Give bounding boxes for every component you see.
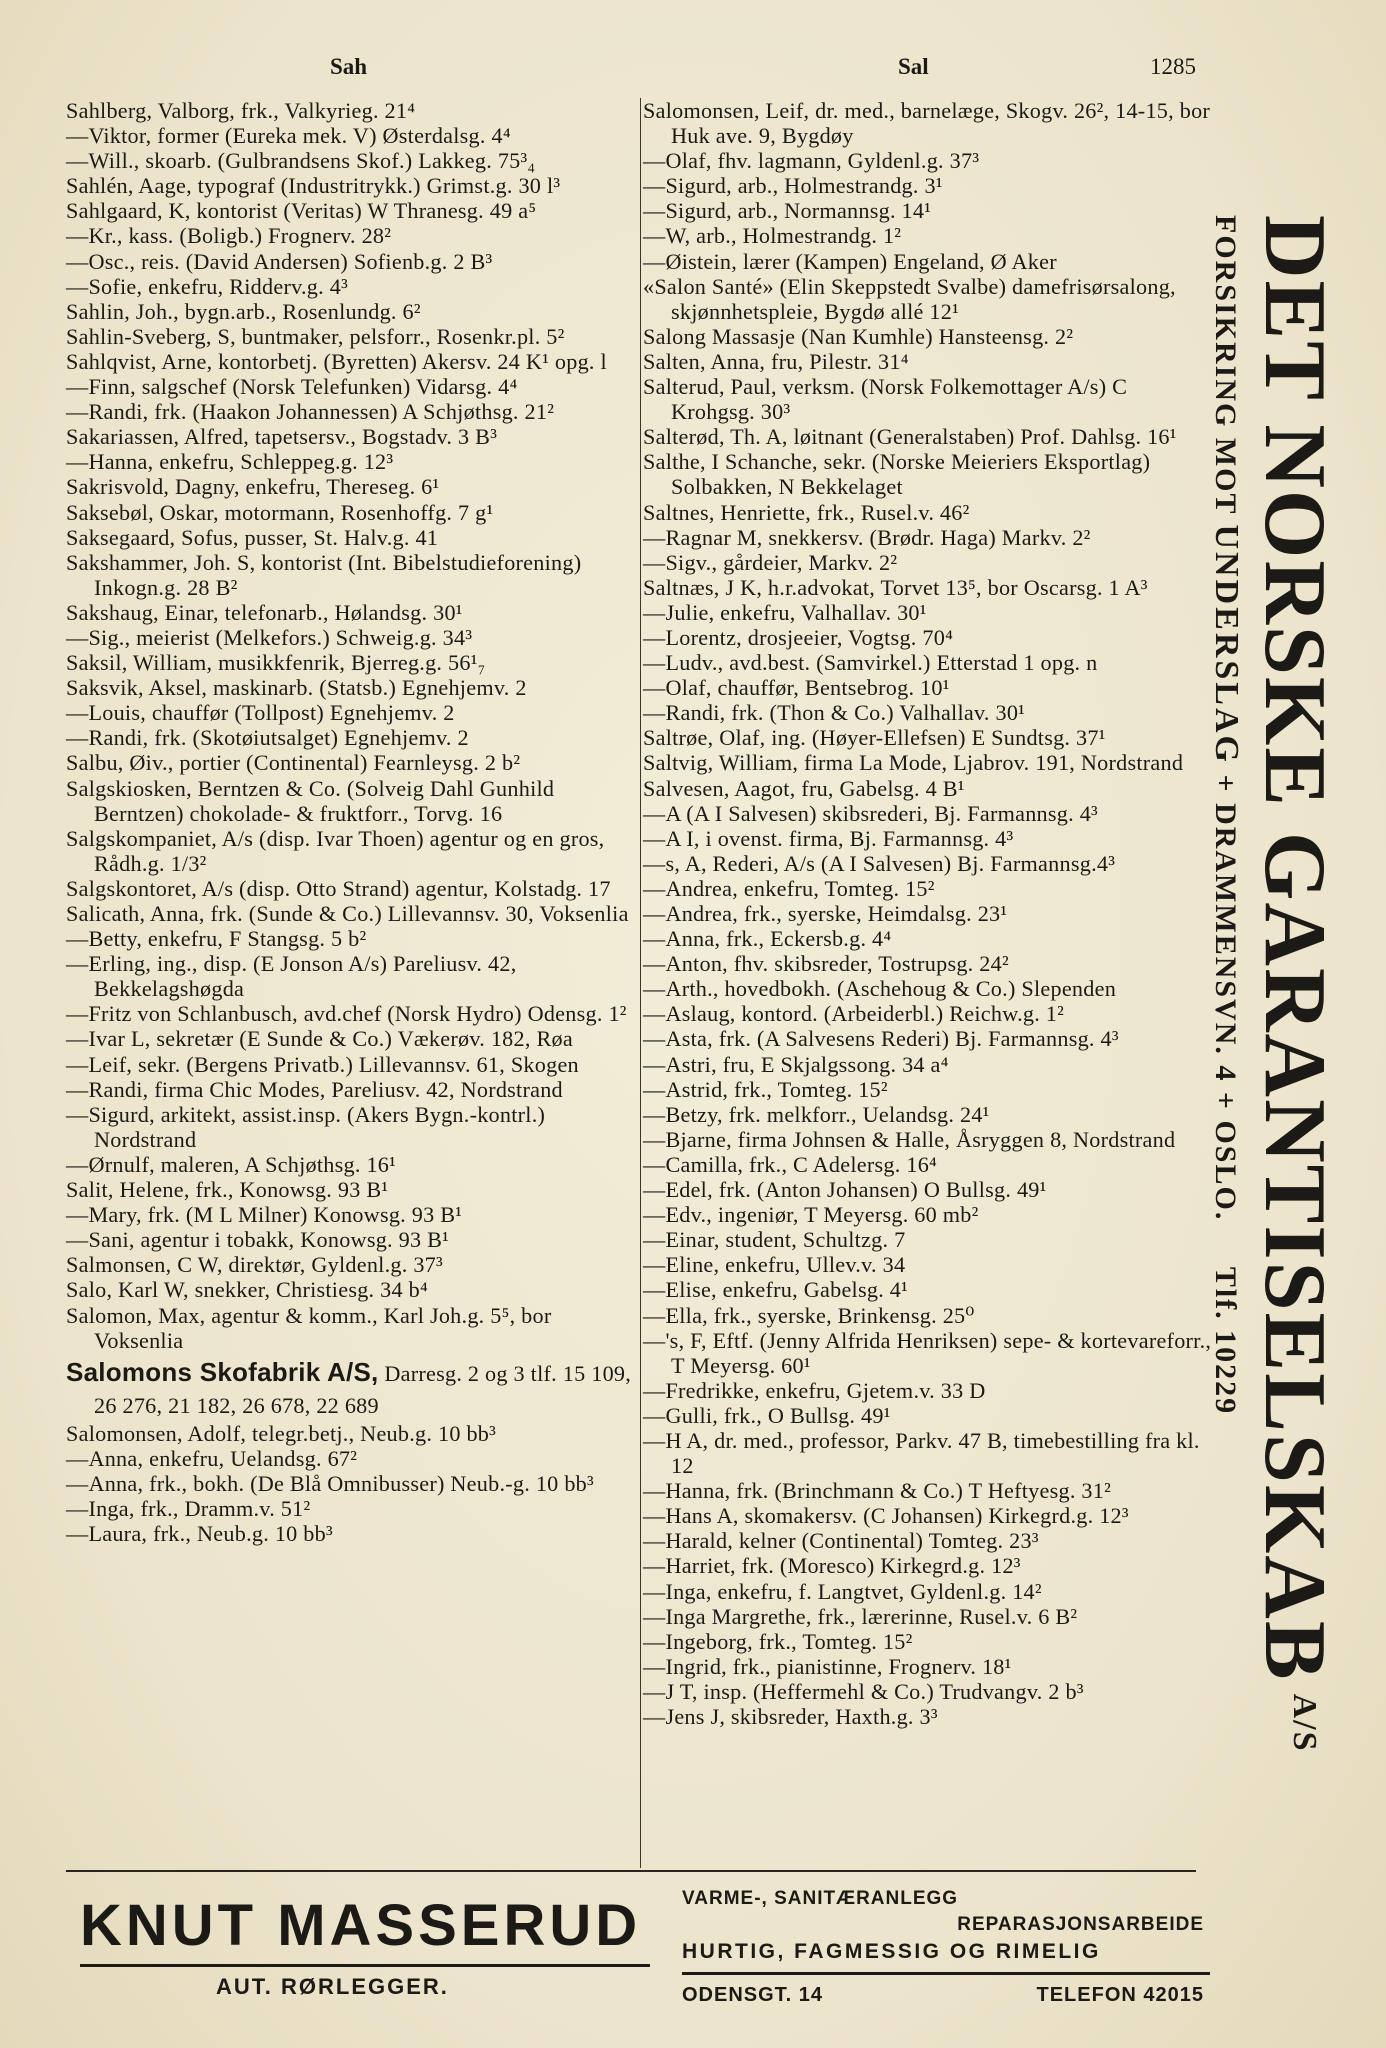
directory-entry: —Andrea, frk., syerske, Heimdalsg. 23¹ bbox=[643, 901, 1008, 926]
directory-entry: —Anton, fhv. skibsreder, Tostrupsg. 24² bbox=[643, 951, 1009, 977]
directory-entry: —Fritz von Schlanbusch, avd.chef (Norsk Hydro) Odensg. 1² bbox=[66, 1001, 627, 1027]
directory-entry: —Sigv., gårdeier, Markv. 2² bbox=[643, 549, 898, 575]
directory-entry: «Salon Santé» (Elin Skeppstedt Svalbe) damefrisørsalong, skjønnhetspleie, Bygdø allé 12¹ bbox=[643, 273, 1176, 324]
directory-entry: —Inga, frk., Dramm.v. 51² bbox=[66, 1495, 311, 1521]
directory-entry: Salomonsen, Adolf, telegr.betj., Neub.g. 10 bb³ bbox=[66, 1420, 497, 1446]
directory-entry: —Viktor, former (Eureka mek. V) Østerdalsg. 4⁴ bbox=[66, 123, 511, 149]
directory-entry: —Harriet, frk. (Moresco) Kirkegrd.g. 12³ bbox=[643, 1553, 1021, 1579]
directory-entry: —Inga, enkefru, f. Langtvet, Gyldenl.g. 14² bbox=[643, 1578, 1042, 1604]
directory-entry: —Arth., hovedbokh. (Aschehoug & Co.) Slependen bbox=[643, 976, 1117, 1002]
directory-entry: —Sigurd, arkitekt, assist.insp. (Akers Bygn.-kontrl.) Nordstrand bbox=[66, 1101, 546, 1152]
directory-entry: —Ingeborg, frk., Tomteg. 15² bbox=[643, 1628, 913, 1654]
directory-entry: —Ella, frk., syerske, Brinkensg. 25⁰ bbox=[643, 1302, 975, 1328]
left-column bbox=[66, 98, 638, 1546]
directory-entry: Salten, Anna, fru, Pilestr. 31⁴ bbox=[643, 348, 909, 374]
footer-phone: TELEFON 42015 bbox=[1036, 1984, 1204, 2006]
directory-entry: —Randi, frk. (Haakon Johannessen) A Schjøthsg. 21² bbox=[66, 399, 555, 425]
directory-entry: —Bjarne, firma Johnsen & Halle, Åsryggen 8, Nordstrand bbox=[643, 1126, 1176, 1152]
directory-entry: —Randi, firma Chic Modes, Pareliusv. 42, Nordstrand bbox=[66, 1076, 563, 1102]
directory-entry: —Edv., ingeniør, T Meyersg. 60 mb² bbox=[643, 1202, 979, 1228]
directory-entry: —Andrea, enkefru, Tomteg. 15² bbox=[643, 875, 935, 901]
right-column bbox=[640, 98, 1213, 1868]
header-left-keyword: Sah bbox=[330, 54, 368, 79]
directory-entry: Salbu, Øiv., portier (Continental) Fearnleysg. 2 b² bbox=[66, 750, 521, 776]
directory-entry: —Astrid, frk., Tomteg. 15² bbox=[643, 1076, 888, 1102]
directory-entry: —W, arb., Holmestrandg. 1² bbox=[643, 223, 902, 249]
directory-entry: —Olaf, fhv. lagmann, Gyldenl.g. 37³ bbox=[643, 148, 980, 174]
left-entries bbox=[66, 98, 638, 1353]
directory-entry: —Finn, salgschef (Norsk Telefunken) Vidarsg. 4⁴ bbox=[66, 374, 518, 400]
footer-line-2: REPARASJONSARBEIDE bbox=[957, 1914, 1204, 1935]
directory-entry: Salomonsen, Leif, dr. med., barnelæge, Skogv. 26², 14-15, bor Huk ave. 9, Bygdøy bbox=[643, 98, 1211, 149]
footer-line-1: VARME-, SANITÆRANLEGG bbox=[682, 1888, 959, 1909]
page-number: 1285 bbox=[1150, 54, 1196, 79]
directory-entry: —Inga Margrethe, frk., lærerinne, Rusel.v. 6 B² bbox=[643, 1603, 1078, 1629]
directory-entry: —Betty, enkefru, F Stangsg. 5 b² bbox=[66, 926, 367, 952]
directory-entry: —Asta, frk. (A Salvesens Rederi) Bj. Farmannsg. 4³ bbox=[643, 1026, 1119, 1052]
directory-entry: —Anna, frk., Eckersb.g. 4⁴ bbox=[643, 926, 892, 952]
directory-entry: Sahlén, Aage, typograf (Industritrykk.) Grimst.g. 30 l³ bbox=[66, 173, 561, 199]
footer-line-3: HURTIG, FAGMESSIG OG RIMELIG bbox=[682, 1940, 1101, 1963]
directory-entry: —Sani, agentur i tobakk, Konowsg. 93 B¹ bbox=[66, 1227, 450, 1253]
directory-entry: Salong Massasje (Nan Kumhle) Hansteensg. 2² bbox=[643, 323, 1074, 349]
directory-entry: —Øistein, lærer (Kampen) Engeland, Ø Aker bbox=[643, 248, 1057, 274]
bold-entry-details: Darresg. 2 og 3 tlf. 15 109, 26 276, 21 182, 26 678, 22 689 bbox=[94, 1360, 632, 1418]
directory-entry: Salgskontoret, A/s (disp. Otto Strand) agentur, Kolstadg. 17 bbox=[66, 875, 611, 901]
directory-entry: —Camilla, frk., C Adelersg. 16⁴ bbox=[643, 1151, 938, 1177]
directory-entry: —Laura, frk., Neub.g. 10 bb³ bbox=[66, 1521, 333, 1547]
directory-entry: Salgskompaniet, A/s (disp. Ivar Thoen) agentur og en gros, Rådh.g. 1/3² bbox=[66, 825, 605, 876]
directory-entry: —Randi, frk. (Skotøiutsalget) Egnehjemv. 2 bbox=[66, 725, 469, 751]
directory-entry: —Olaf, chauffør, Bentsebrog. 10¹ bbox=[643, 675, 950, 701]
directory-entry: —Hanna, frk. (Brinchmann & Co.) T Heftyesg. 31² bbox=[643, 1478, 1112, 1504]
directory-entry: —Ivar L, sekretær (E Sunde & Co.) Vækerøv. 182, Røa bbox=[66, 1026, 573, 1052]
directory-entry: Salthe, I Schanche, sekr. (Norske Meieriers Eksportlag) Solbakken, N Bekkelaget bbox=[643, 449, 1151, 500]
ad-phone: Tlf. 10229 bbox=[1209, 1266, 1242, 1416]
directory-entry: Salomon, Max, agentur & komm., Karl Joh.g. 5⁵, bor Voksenlia bbox=[66, 1302, 552, 1353]
directory-entry: —Julie, enkefru, Valhallav. 30¹ bbox=[643, 599, 927, 625]
directory-entry: —Betzy, frk. melkforr., Uelandsg. 24¹ bbox=[643, 1101, 990, 1127]
directory-entry: —H A, dr. med., professor, Parkv. 47 B, timebestilling fra kl. 12 bbox=[643, 1427, 1200, 1479]
directory-entry: —Osc., reis. (David Andersen) Sofienb.g. 2 B³ bbox=[66, 248, 493, 274]
directory-entry: Sakrisvold, Dagny, enkefru, Thereseg. 6¹ bbox=[66, 474, 440, 500]
directory-entry: —Anna, enkefru, Uelandsg. 67² bbox=[66, 1445, 358, 1471]
directory-entry: —A (A I Salvesen) skibsrederi, Bj. Farmannsg. 4³ bbox=[643, 800, 1098, 826]
directory-entry: —Ingrid, frk., pianistinne, Frognerv. 18¹ bbox=[643, 1653, 1012, 1679]
ad-tagline bbox=[1207, 215, 1245, 1415]
ad-company-name bbox=[1246, 215, 1352, 1752]
ad-tagline-2: UNDERSLAG bbox=[1208, 524, 1245, 765]
directory-entry: Sahlin, Joh., bygn.arb., Rosenlundg. 6² bbox=[66, 298, 421, 324]
directory-entry: —Randi, frk. (Thon & Co.) Valhallav. 30¹ bbox=[643, 700, 1026, 726]
directory-entry: Sakariassen, Alfred, tapetsersv., Bogstadv. 3 B³ bbox=[66, 424, 498, 450]
directory-entry: —Louis, chauffør (Tollpost) Egnehjemv. 2 bbox=[66, 700, 455, 726]
directory-entry: —Lorentz, drosjeeier, Vogtsg. 70⁴ bbox=[643, 624, 954, 650]
directory-entry: —Ludv., avd.best. (Samvirkel.) Etterstad 1 opg. n bbox=[643, 650, 1098, 676]
directory-entry: —Anna, frk., bokh. (De Blå Omnibusser) Neub.-g. 10 bb³ bbox=[66, 1470, 594, 1496]
directory-entry: Salterød, Th. A, løitnant (Generalstaben) Prof. Dahlsg. 16¹ bbox=[643, 424, 1177, 450]
directory-entry: —Edel, frk. (Anton Johansen) O Bullsg. 49¹ bbox=[643, 1177, 1047, 1203]
ad-tagline-3: + DRAMMENSVN. 4 + OSLO. bbox=[1209, 774, 1242, 1222]
ad-tagline-1: FORSIKRING MOT bbox=[1209, 215, 1242, 515]
directory-entry: —s, A, Rederi, A/s (A I Salvesen) Bj. Farmannsg.4³ bbox=[643, 850, 1116, 876]
directory-entry: —Aslaug, kontord. (Arbeiderbl.) Reichw.g. 1² bbox=[643, 1001, 1065, 1027]
directory-entry: —Will., skoarb. (Gulbrandsens Skof.) Lakkeg. 75³₄ bbox=[66, 148, 536, 174]
directory-entry: —Astri, fru, E Skjalgssong. 34 a⁴ bbox=[643, 1051, 949, 1077]
directory-entry: Sahlberg, Valborg, frk., Valkyrieg. 21⁴ bbox=[66, 98, 416, 123]
directory-entry: Saksil, William, musikkfenrik, Bjerreg.g. 56¹₇ bbox=[66, 650, 486, 676]
directory-entry: Salterud, Paul, verksm. (Norsk Folkemottager A/s) C Krohgsg. 30³ bbox=[643, 374, 1128, 425]
right-entries bbox=[643, 98, 1213, 1729]
directory-entry: —Erling, ing., disp. (E Jonson A/s) Pareliusv. 42, Bekkelagshøgda bbox=[66, 951, 517, 1002]
directory-entry: —Gulli, frk., O Bullsg. 49¹ bbox=[643, 1402, 891, 1428]
directory-entry: —Jens J, skibsreder, Haxth.g. 3³ bbox=[643, 1704, 938, 1729]
directory-entry: Saltvig, William, firma La Mode, Ljabrov. 191, Nordstrand bbox=[643, 750, 1184, 776]
footer-services-divider bbox=[682, 1972, 1210, 1975]
directory-entry: Sakshammer, Joh. S, kontorist (Int. Bibelstudieforening) Inkogn.g. 28 B² bbox=[66, 549, 582, 600]
directory-entry: —Sig., meierist (Melkefors.) Schweig.g. 34³ bbox=[66, 624, 473, 650]
directory-entry: —Leif, sekr. (Bergens Privatb.) Lillevannsv. 61, Skogen bbox=[66, 1051, 579, 1077]
directory-entry: Saksebøl, Oskar, motormann, Rosenhoffg. 7 g¹ bbox=[66, 499, 494, 525]
directory-entry: Salvesen, Aagot, fru, Gabelsg. 4 B¹ bbox=[643, 775, 965, 801]
directory-entry: —Sigurd, arb., Holmestrandg. 3¹ bbox=[643, 173, 943, 199]
ad-company-text: DET NORSKE GARANTISELSKAB bbox=[1246, 215, 1343, 1682]
directory-entry: Saksegaard, Sofus, pusser, St. Halv.g. 41 bbox=[66, 524, 439, 550]
ad-company-suffix: A/S bbox=[1286, 1693, 1323, 1753]
directory-entry: Salmonsen, C W, direktør, Gyldenl.g. 37³ bbox=[66, 1252, 443, 1278]
footer-company-name: KNUT MASSERUD bbox=[80, 1893, 642, 1958]
header-center-keyword: Sal bbox=[898, 54, 929, 79]
directory-entry: —Fredrikke, enkefru, Gjetem.v. 33 D bbox=[643, 1377, 986, 1403]
directory-entry: —Hans A, skomakersv. (C Johansen) Kirkegrd.g. 12³ bbox=[643, 1503, 1129, 1529]
left-entries-tail bbox=[66, 1421, 638, 1546]
footer-address: ODENSGT. 14 bbox=[682, 1984, 824, 2006]
directory-entry: —Hanna, enkefru, Schleppeg.g. 12³ bbox=[66, 449, 394, 475]
directory-entry: Sakshaug, Einar, telefonarb., Hølandsg. 30¹ bbox=[66, 599, 463, 625]
directory-entry: Saltrøe, Olaf, ing. (Høyer-Ellefsen) E Sundtsg. 37¹ bbox=[643, 725, 1106, 751]
directory-entry: —Ørnulf, maleren, A Schjøthsg. 16¹ bbox=[66, 1151, 397, 1177]
footer-advertisement bbox=[66, 1870, 1216, 2020]
footer-company-underline bbox=[80, 1964, 650, 1967]
directory-entry: —Sigurd, arb., Normannsg. 14¹ bbox=[643, 198, 932, 224]
directory-entry: —Harald, kelner (Continental) Tomteg. 23³ bbox=[643, 1528, 1039, 1554]
footer-company-title: AUT. RØRLEGGER. bbox=[216, 1974, 449, 1999]
directory-entry: Sahlgaard, K, kontorist (Veritas) W Thranesg. 49 a⁵ bbox=[66, 198, 537, 224]
page-header bbox=[0, 54, 1386, 90]
bold-entry bbox=[66, 1357, 638, 1421]
directory-entry: —Ragnar M, snekkersv. (Brødr. Haga) Markv. 2² bbox=[643, 524, 1091, 550]
directory-entry: —Elise, enkefru, Gabelsg. 4¹ bbox=[643, 1277, 909, 1303]
directory-entry: —Kr., kass. (Boligb.) Frognerv. 28² bbox=[66, 223, 392, 249]
directory-entry: —Eline, enkefru, Ullev.v. 34 bbox=[643, 1252, 906, 1278]
directory-entry: Saltnes, Henriette, frk., Rusel.v. 46² bbox=[643, 499, 970, 525]
directory-entry: Salgskiosken, Berntzen & Co. (Solveig Dahl Gunhild Berntzen) chokolade- & fruktforr., Torvg. 16 bbox=[66, 775, 555, 826]
directory-entry: Saltnæs, J K, h.r.advokat, Torvet 13⁵, bor Oscarsg. 1 A³ bbox=[643, 574, 1148, 600]
directory-entry: —Sofie, enkefru, Ridderv.g. 4³ bbox=[66, 273, 348, 299]
directory-entry: Sahlqvist, Arne, kontorbetj. (Byretten) Akersv. 24 K¹ opg. l bbox=[66, 348, 607, 374]
directory-entry: —J T, insp. (Heffermehl & Co.) Trudvangv. 2 b³ bbox=[643, 1678, 1084, 1704]
directory-entry: —Mary, frk. (M L Milner) Konowsg. 93 B¹ bbox=[66, 1202, 463, 1228]
directory-entry: —'s, F, Eftf. (Jenny Alfrida Henriksen) sepe- & kortevareforr., T Meyersg. 60¹ bbox=[643, 1327, 1212, 1378]
directory-entry: Salicath, Anna, frk. (Sunde & Co.) Lillevannsv. 30, Voksenlia bbox=[66, 901, 629, 926]
directory-entry: —Einar, student, Schultzg. 7 bbox=[643, 1227, 906, 1253]
directory-entry: —A I, i ovenst. firma, Bj. Farmannsg. 4³ bbox=[643, 825, 1014, 851]
directory-entry: Salit, Helene, frk., Konowsg. 93 B¹ bbox=[66, 1177, 389, 1203]
footer-divider bbox=[66, 1870, 1196, 1872]
directory-entry: Sahlin-Sveberg, S, buntmaker, pelsforr., Rosenkr.pl. 5² bbox=[66, 323, 565, 349]
directory-entry: Salo, Karl W, snekker, Christiesg. 34 b⁴ bbox=[66, 1277, 428, 1303]
directory-entry: Saksvik, Aksel, maskinarb. (Statsb.) Egnehjemv. 2 bbox=[66, 675, 527, 701]
bold-entry-name: Salomons Skofabrik A/S, bbox=[66, 1356, 379, 1387]
vertical-advertisement bbox=[1190, 215, 1360, 1755]
